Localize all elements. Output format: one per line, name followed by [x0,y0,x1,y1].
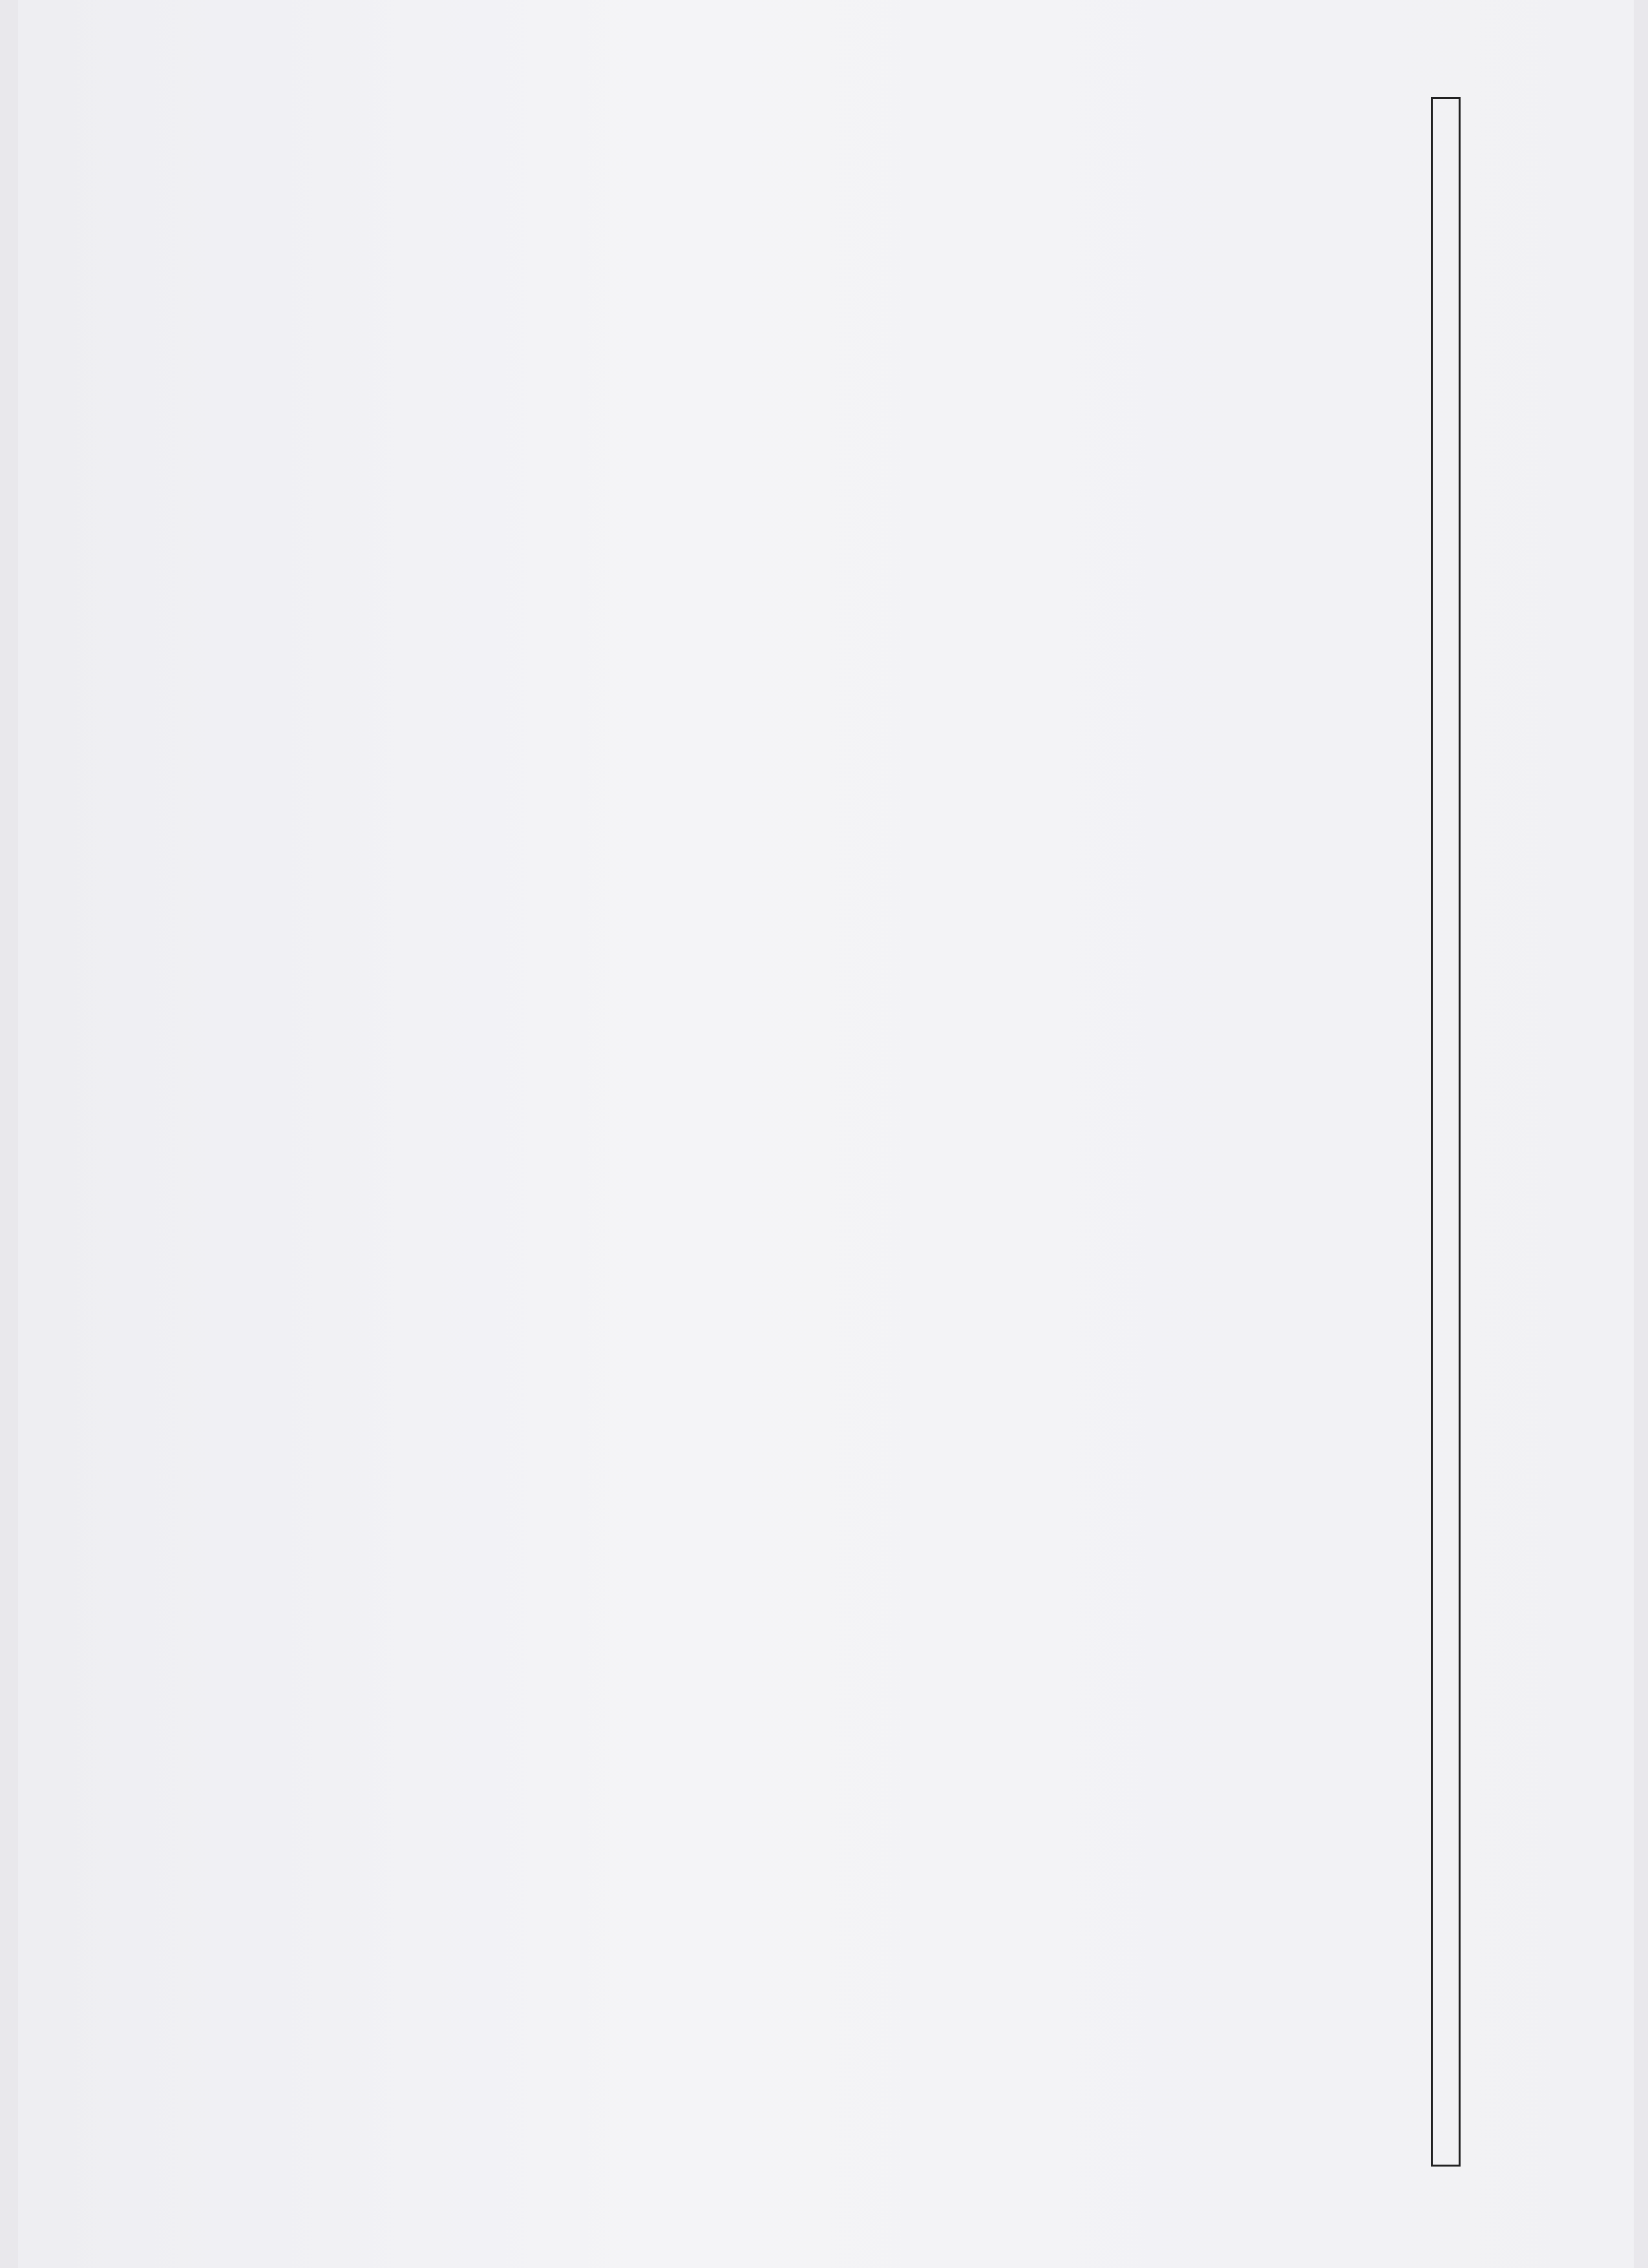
lesson-plan-table [1431,97,1461,2167]
quarter-row [1432,98,1460,2166]
quarter-heading [1432,98,1460,2166]
quarter-row-group [1432,98,1460,2166]
